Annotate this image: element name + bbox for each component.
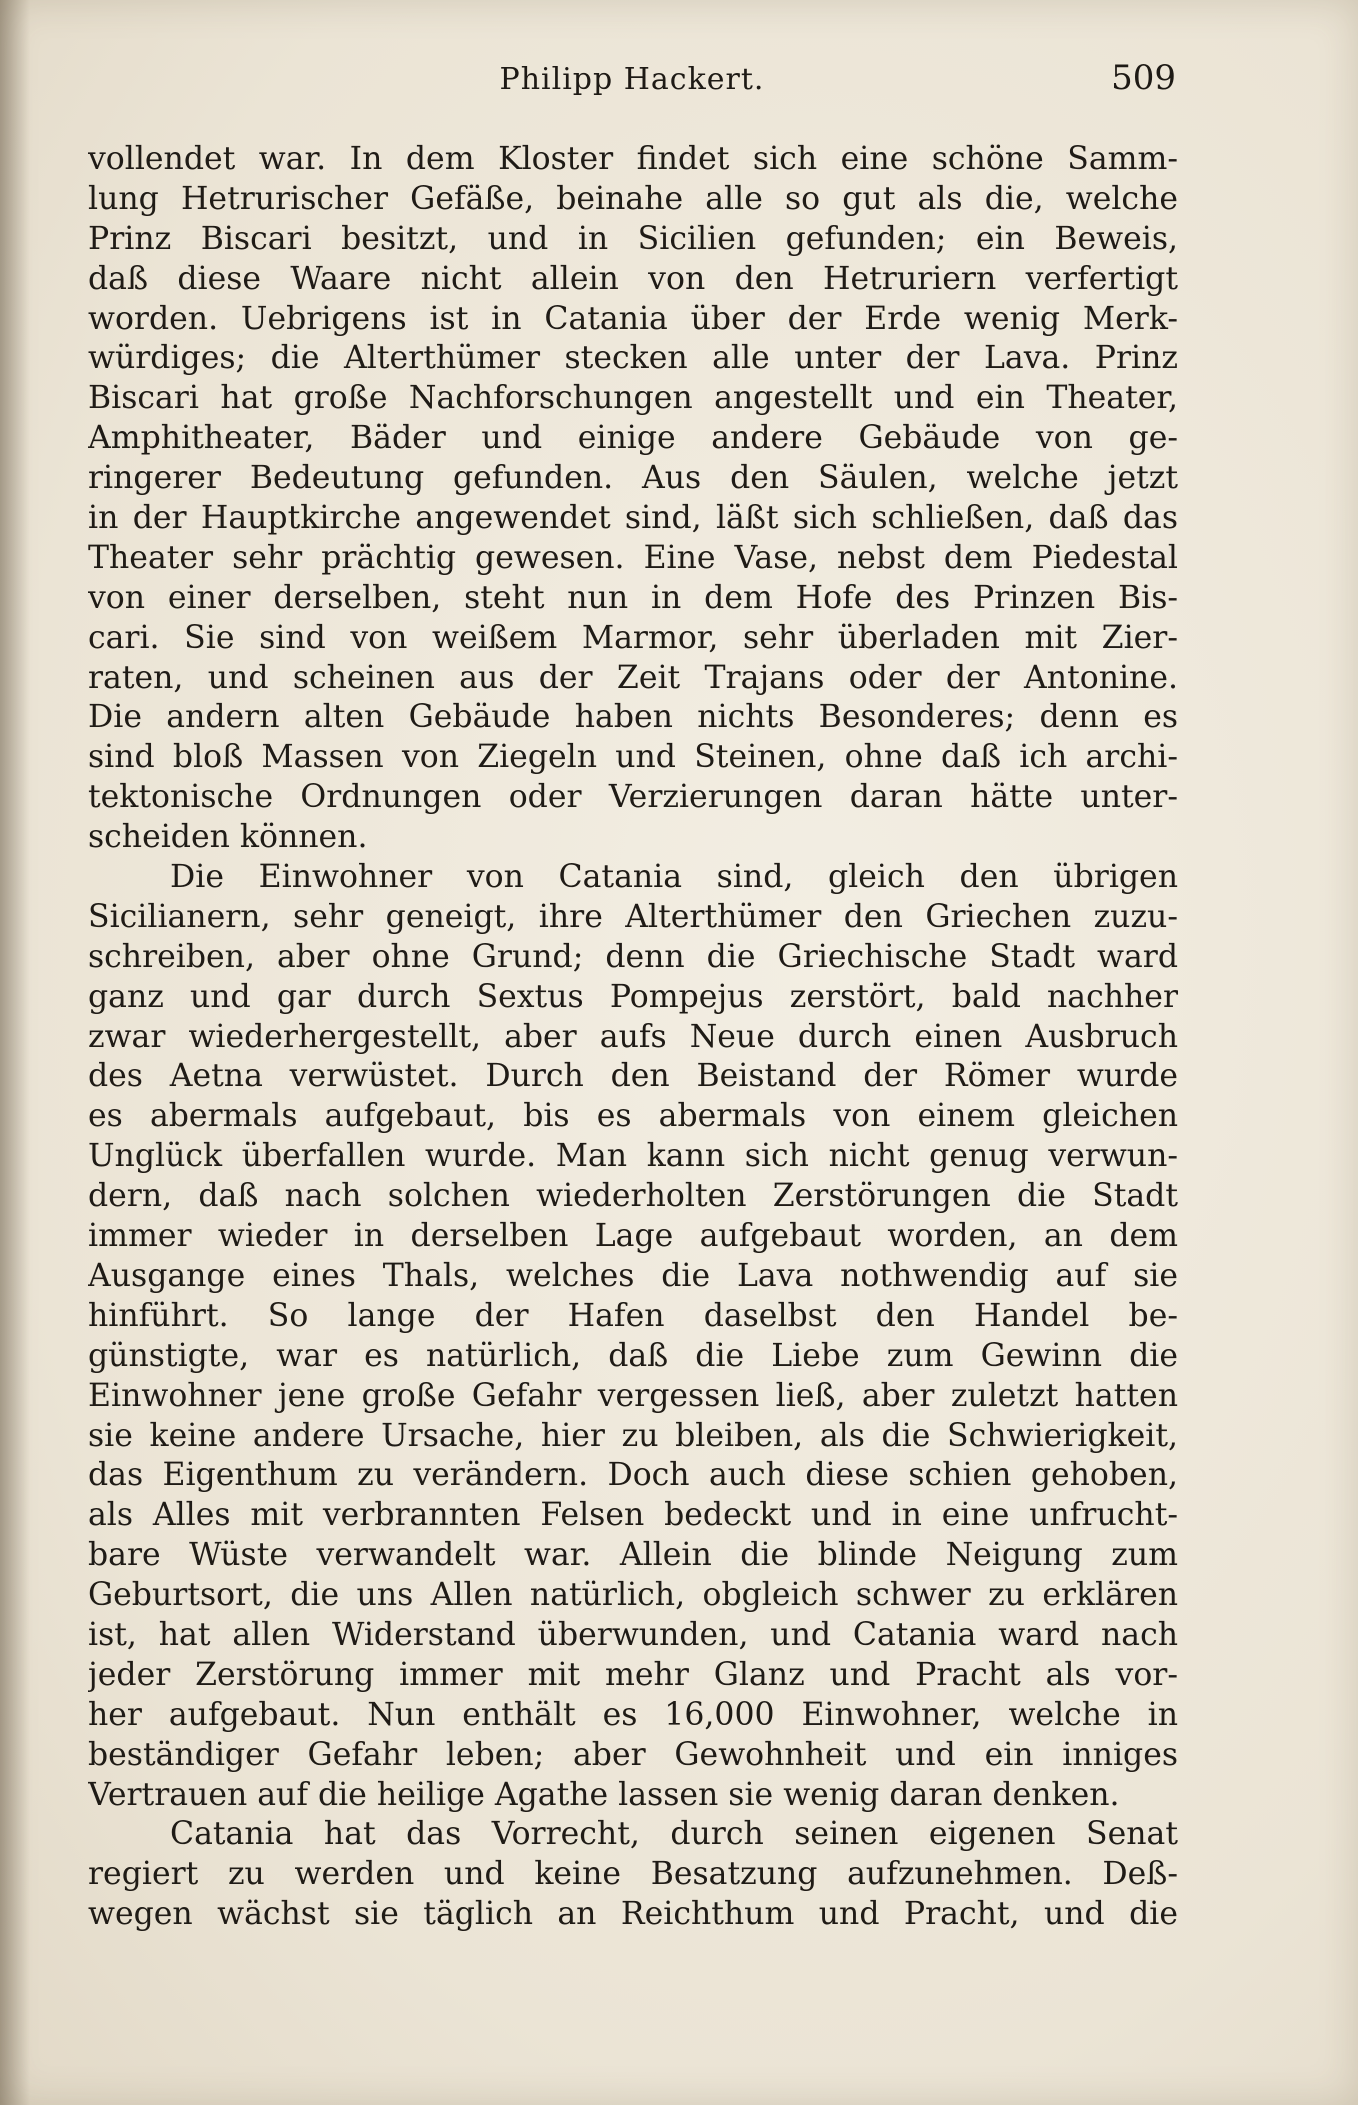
text-line: von einer derselben, steht nun in dem Hofe des Prinzen Bis- (88, 579, 1178, 616)
text-line: raten, und scheinen aus der Zeit Trajans oder der Antonine. (88, 659, 1178, 696)
text-line: als Alles mit verbrannten Felsen bedeckt und in eine unfrucht- (88, 1497, 1178, 1534)
text-line: beständiger Gefahr leben; aber Gewohnheit und ein inniges (88, 1736, 1178, 1773)
text-line: Sicilianern, sehr geneigt, ihre Alterthümer den Griechen zuzu- (88, 898, 1178, 935)
text-line: sind bloß Massen von Ziegeln und Steinen, ohne daß ich archi- (88, 739, 1178, 776)
text-line: immer wieder in derselben Lage aufgebaut worden, an dem (88, 1218, 1178, 1255)
text-line: lung Hetrurischer Gefäße, beinahe alle so gut als die, welche (88, 180, 1178, 217)
text-line: es abermals aufgebaut, bis es abermals von einem gleichen (88, 1098, 1178, 1135)
text-line: ist, hat allen Widerstand überwunden, und Catania ward nach (88, 1616, 1178, 1653)
text-line: Biscari hat große Nachforschungen angestellt und ein Theater, (88, 380, 1178, 417)
spine-shadow (0, 0, 30, 2105)
text-line: Die andern alten Gebäude haben nichts Besonderes; denn es (88, 699, 1178, 736)
text-line: in der Hauptkirche angewendet sind, läßt sich schließen, daß das (88, 500, 1178, 537)
text-line: hinführt. So lange der Hafen daselbst den Handel be- (88, 1297, 1178, 1334)
text-line: wegen wächst sie täglich an Reichthum und Pracht, und die (88, 1896, 1178, 1933)
text-line: bare Wüste verwandelt war. Allein die blinde Neigung zum (88, 1537, 1178, 1574)
text-line: Ausgange eines Thals, welches die Lava nothwendig auf sie (88, 1257, 1178, 1294)
text-line: scheiden können. (88, 819, 368, 856)
running-title: Philipp Hackert. (499, 62, 765, 97)
text-line: zwar wiederhergestellt, aber aufs Neue durch einen Ausbruch (88, 1018, 1178, 1055)
text-line: Theater sehr prächtig gewesen. Eine Vase, nebst dem Piedestal (88, 539, 1178, 576)
text-line: des Aetna verwüstet. Durch den Beistand der Römer wurde (88, 1058, 1178, 1095)
text-line: das Eigenthum zu verändern. Doch auch diese schien gehoben, (88, 1457, 1178, 1494)
body-text (88, 140, 1178, 1935)
text-line: Unglück überfallen wurde. Man kann sich nicht genug verwun- (88, 1138, 1178, 1175)
text-line: regiert zu werden und keine Besatzung aufzunehmen. Deß- (88, 1856, 1178, 1893)
text-line: günstigte, war es natürlich, daß die Liebe zum Gewinn die (88, 1337, 1178, 1374)
text-line: Catania hat das Vorrecht, durch seinen eigenen Senat (170, 1816, 1178, 1853)
text-line: jeder Zerstörung immer mit mehr Glanz und Pracht als vor- (88, 1656, 1178, 1693)
text-line: sie keine andere Ursache, hier zu bleiben, als die Schwierigkeit, (88, 1417, 1178, 1454)
text-line: cari. Sie sind von weißem Marmor, sehr überladen mit Zier- (88, 619, 1178, 656)
page-header (88, 56, 1176, 104)
page-number: 509 (1111, 58, 1176, 98)
text-line: daß diese Waare nicht allein von den Hetruriern verfertigt (88, 260, 1178, 297)
text-line: Einwohner jene große Gefahr vergessen ließ, aber zuletzt hatten (88, 1377, 1178, 1414)
text-line: ringerer Bedeutung gefunden. Aus den Säulen, welche jetzt (88, 460, 1178, 497)
text-line: Vertrauen auf die heilige Agathe lassen sie wenig daran denken. (88, 1776, 1120, 1813)
text-line: schreiben, aber ohne Grund; denn die Griechische Stadt ward (88, 938, 1178, 975)
text-line: worden. Uebrigens ist in Catania über der Erde wenig Merk- (88, 300, 1178, 337)
text-line: dern, daß nach solchen wiederholten Zerstörungen die Stadt (88, 1178, 1178, 1215)
text-line: tektonische Ordnungen oder Verzierungen daran hätte unter- (88, 779, 1178, 816)
text-line: ganz und gar durch Sextus Pompejus zerstört, bald nachher (88, 978, 1178, 1015)
text-line: würdiges; die Alterthümer stecken alle unter der Lava. Prinz (88, 340, 1178, 377)
text-line: Amphitheater, Bäder und einige andere Gebäude von ge- (88, 420, 1178, 457)
text-line: vollendet war. In dem Kloster findet sich eine schöne Samm- (88, 141, 1178, 177)
text-line: her aufgebaut. Nun enthält es 16,000 Einwohner, welche in (88, 1696, 1178, 1733)
text-line: Prinz Biscari besitzt, und in Sicilien gefunden; ein Beweis, (88, 220, 1178, 257)
text-line: Die Einwohner von Catania sind, gleich den übrigen (170, 859, 1178, 896)
text-line: Geburtsort, die uns Allen natürlich, obgleich schwer zu erklären (88, 1577, 1178, 1614)
